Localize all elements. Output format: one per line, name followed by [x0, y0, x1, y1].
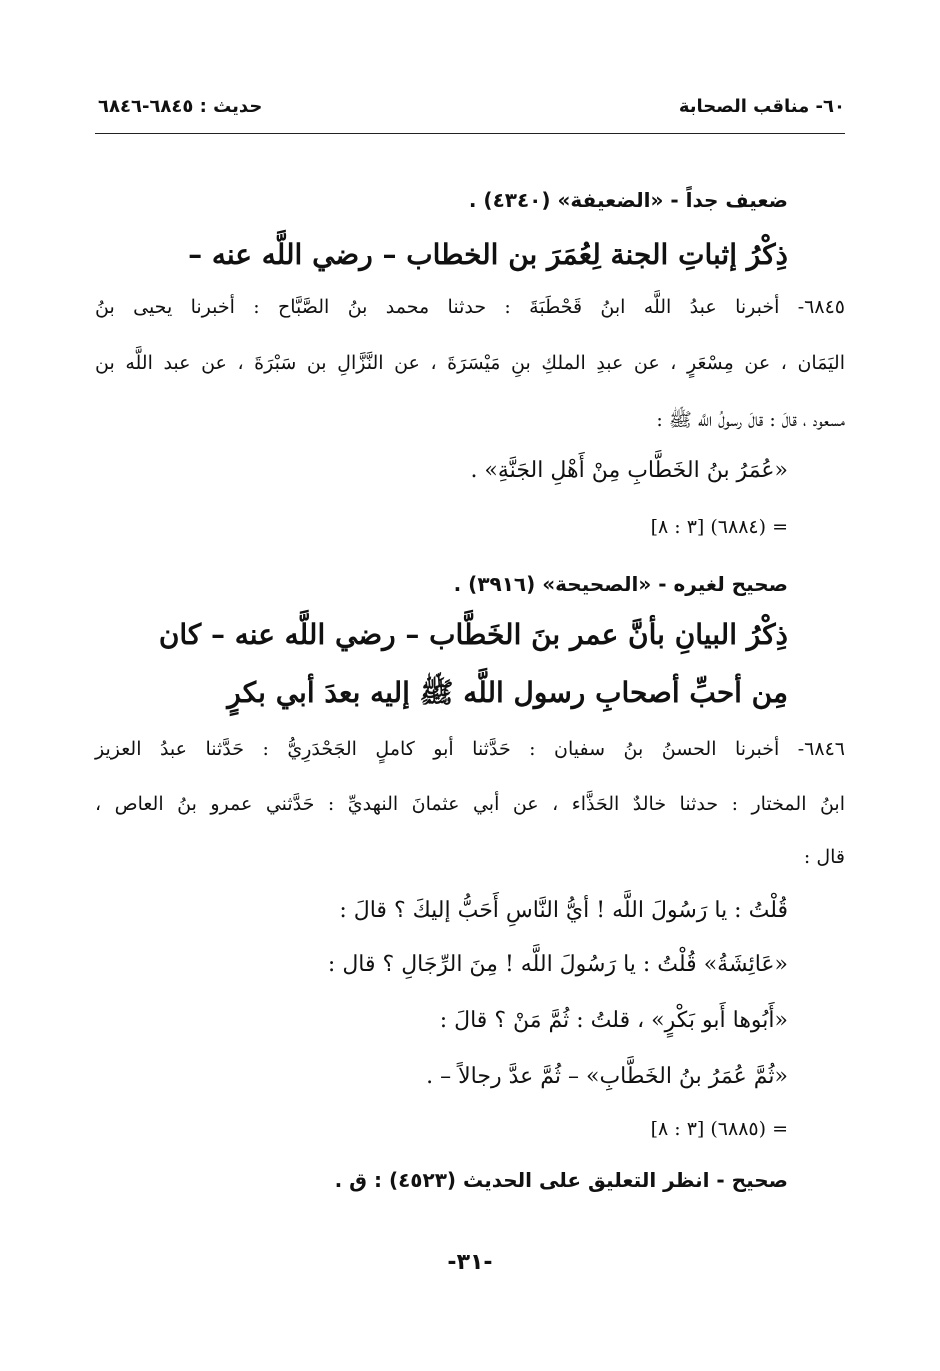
- hadith-6845-cross-reference: = (٦٨٨٤) [٣ : ٨]: [650, 516, 788, 538]
- section-heading-2-line2: مِن أحبِّ أصحابِ رسول اللَّه ﷺ إليه بعدَ أبي بكرٍ: [227, 676, 788, 709]
- grade-hadith-6846: صحيح - انظر التعليق على الحديث (٤٥٢٣) : ق .: [334, 1168, 788, 1192]
- hadith-6846-dialog-line3: «أَبُوها أَبو بَكْرٍ» ، قلتُ : ثُمَّ مَنْ ؟ قالَ :: [439, 1008, 788, 1033]
- hadith-6845-chain-line3: مسعود ، قالَ : قالَ رسولُ اللَّه ﷺ :: [656, 409, 845, 431]
- hadith-6846-chain-line2: ابنُ المختار : حدثنا خالدٌ الحَذَّاء ، عن أبي عثمانَ النهديِّ : حَدَّثني عمرو بنُ العاص ،: [95, 793, 845, 815]
- section-heading-1: ذِكْرُ إثباتِ الجنة لِعُمَرَ بن الخطاب – رضي اللَّه عنه –: [188, 238, 788, 271]
- grade-previous-hadith: ضعيف جداً - «الضعيفة» (٤٣٤٠) .: [468, 188, 788, 212]
- hadith-6845-text: «عُمَرُ بنُ الخَطَّابِ مِنْ أَهْلِ الجَنَّةِ» .: [470, 458, 788, 483]
- hadith-6846-dialog-line4: «ثُمَّ عُمَرُ بنُ الخَطَّابِ» – ثُمَّ عدَّ رجالاً – .: [426, 1064, 788, 1089]
- grade-hadith-6845: صحيح لغيره - «الصحيحة» (٣٩١٦) .: [453, 572, 788, 596]
- hadith-6846-chain-line3: قال :: [803, 846, 845, 868]
- hadith-6845-chain-line2: اليَمَان ، عن مِسْعَرٍ ، عن عبدِ الملكِ بنِ مَيْسَرَةَ ، عن النَّزَّالِ بن سَبْرَةَ ، عن عبد اللَّه بن: [95, 352, 845, 374]
- chapter-header: ٦٠- مناقب الصحابة: [678, 96, 845, 117]
- hadith-6846-dialog-line2: «عَائِشَةُ» قُلْتُ : يا رَسُولَ اللَّه ! مِنَ الرِّجَالِ ؟ قال :: [327, 952, 788, 977]
- hadith-6846-cross-reference: = (٦٨٨٥) [٣ : ٨]: [650, 1118, 788, 1140]
- hadith-6846-dialog-line1: قُلْتُ : يا رَسُولَ اللَّه ! أيُّ النَّاسِ أَحَبُّ إليكَ ؟ قالَ :: [339, 898, 788, 923]
- page-number: -٣١-: [447, 1250, 493, 1275]
- section-heading-2-line1: ذِكْرُ البيانِ بأنَّ عمر بنَ الخَطَّاب – رضي اللَّه عنه – كان: [158, 618, 788, 651]
- header-divider: [95, 133, 845, 134]
- hadith-range-header: حديث : ٦٨٤٥-٦٨٤٦: [98, 96, 263, 117]
- hadith-6845-chain-line1: ٦٨٤٥- أخبرنا عبدُ اللَّه ابنُ قَحْطَبَةَ : حدثنا محمد بنُ الصَّبَّاح : أخبرنا يحيى بنُ: [95, 296, 845, 318]
- hadith-6846-chain-line1: ٦٨٤٦- أخبرنا الحسنُ بنُ سفيان : حَدَّثنا أبو كاملٍ الجَحْدَرِيُّ : حَدَّثنا عبدُ العزيز: [95, 738, 845, 760]
